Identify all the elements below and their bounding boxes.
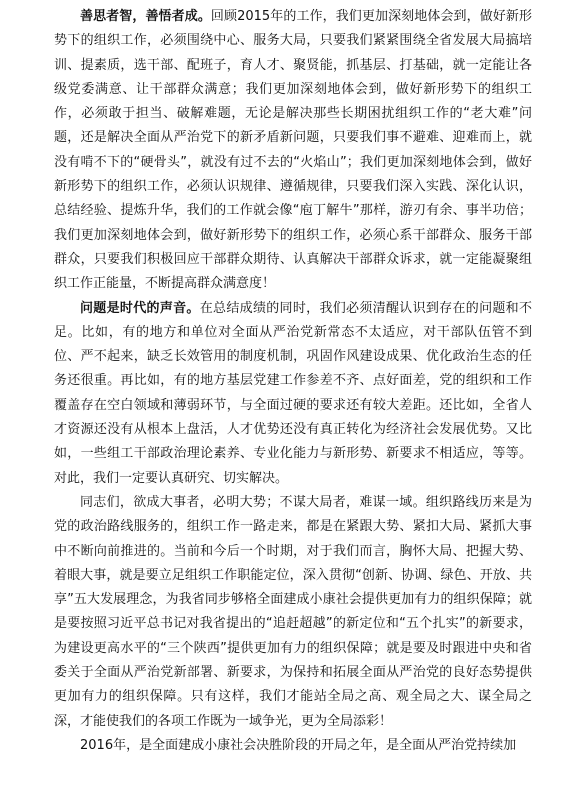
paragraph-body: 回顾2015年的工作，我们更加深刻地体会到，做好新形势下的组织工作，必须围绕中心、服务大局，只要我们紧紧围绕全省发展大局搞培训、提素质，选干部、配班子，育人才、聚贤能，抓基层、打基础，就一定能让各级党委满意、让干部群众满意；我们更加深刻地体会到，做好新形势下的组织工作，必须敢于担当、破解难题，无论是解决那些长期困扰组织工作的“老大难”问题，还是解决全面从严治党下的新矛盾新问题，只要我们事不避难、迎难而上，就没有啃不下的“硬骨头”，就没有过不去的“火焰山”；我们更加深刻地体会到，做好新形势下的组织工作，必须认识规律、遵循规律，只要我们深入实践、深化认识，总结经验、提炼升华，我们的工作就会像“庖丁解牛”那样，游刃有余、事半功倍；我们更加深刻地体会到，做好新形势下的组织工作，必须心系干部群众、服务干部群众，只要我们积极回应干部群众期待、认真解决干部群众诉求，就一定能凝聚组织工作正能量，不断提高群众满意度！	[54, 9, 532, 292]
paragraph-situation	[54, 491, 532, 734]
paragraph-body: 2016年，是全面建成小康社会决胜阶段的开局之年，是全面从严治党持续加	[80, 737, 517, 753]
paragraph-lead: 善思者智，善悟者成。	[80, 9, 211, 24]
paragraph-body: 在总结成绩的同时，我们必须清醒认识到存在的问题和不足。比如，有的地方和单位对全面从严治党新常态不太适应，对干部队伍管不到位、严不起来，缺乏长效管用的制度机制，巩固作风建设成果、优化政治生态的任务还很重。再比如，有的地方基层党建工作参差不齐、点好面差，党的组织和工作覆盖存在空白领域和薄弱环节，与全面过硬的要求还有较大差距。还比如，全省人才资源还没有从根本上盘活，人才优势还没有真正转化为经济社会发展优势。又比如，一些组工干部政治理论素养、专业化能力与新形势、新要求不相适应，等等。对此，我们一定要认真研究、切实解决。	[54, 300, 532, 486]
paragraph-2016	[54, 734, 532, 758]
paragraph-summary	[54, 5, 532, 297]
paragraph-lead: 问题是时代的声音。	[80, 300, 200, 316]
paragraph-body: 同志们，欲成大事者，必明大势；不谋大局者，难谋一域。组织路线历来是为党的政治路线服务的，组织工作一路走来，都是在紧跟大势、紧扣大局、紧抓大事中不断向前推进的。当前和今后一个时期，对于我们而言，胸怀大局、把握大势、着眼大事，就是要立足组织工作职能定位，深入贯彻“创新、协调、绿色、开放、共享”五大发展理念，为我省同步够格全面建成小康社会提供更加有力的组织保障；就是要按照习近平总书记对我省提出的“追赶超越”的新定位和“五个扎实”的新要求，为建设更高水平的“三个陕西”提供更加有力的组织保障；就是要及时跟进中央和省委关于全面从严治党新部署、新要求，为保持和拓展全面从严治党的良好态势提供更加有力的组织保障。只有这样，我们才能站全局之高、观全局之大、谋全局之深，才能使我们的各项工作既为一域争光，更为全局添彩！	[54, 494, 532, 729]
paragraph-problems	[54, 297, 532, 491]
